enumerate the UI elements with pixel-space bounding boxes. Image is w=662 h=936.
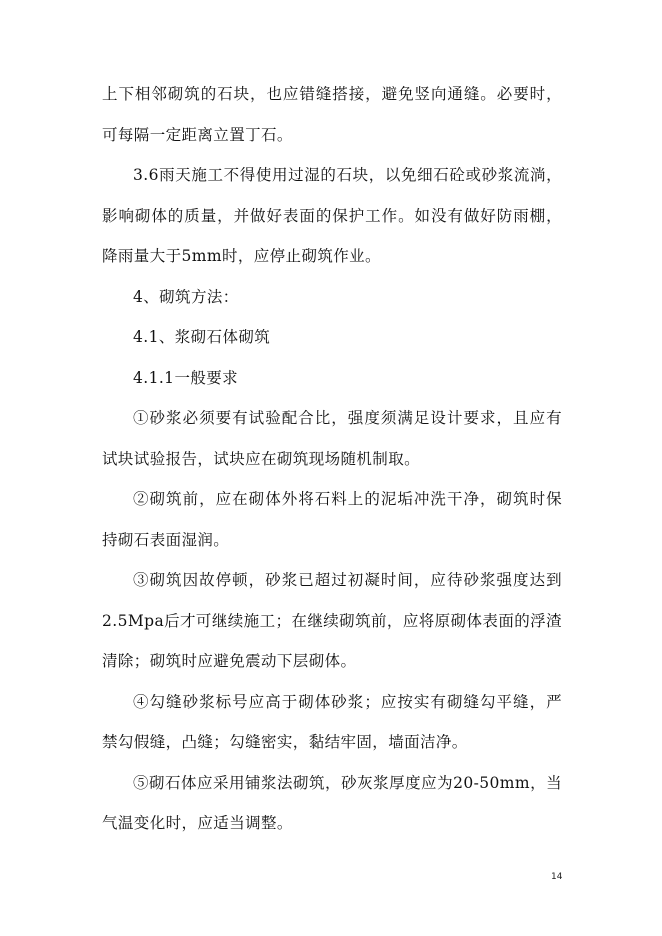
heading-4-1-1: 4.1.1一般要求 — [133, 368, 239, 387]
item-1: ①砂浆必须要有试验配合比，强度须满足设计要求，且应有试块试验报告，试块应在砌筑现场随机制取。 — [102, 409, 562, 468]
item-2: ②砌筑前，应在砌体外将石料上的泥垢冲洗干净，砌筑时保持砌石表面湿润。 — [102, 490, 562, 549]
paragraph-3-6: 3.6雨天施工不得使用过湿的石块，以免细石砼或砂浆流淌，影响砌体的质量，并做好表面的保护工作。如没有做好防雨棚，降雨量大于5mm时，应停止砌筑作业。 — [102, 166, 562, 265]
item-3: ③砌筑因故停顿，砂浆已超过初凝时间，应待砂浆强度达到2.5Mpa后才可继续施工；在继续砌筑前，应将原砌体表面的浮渣清除；砌筑时应避免震动下层砌体。 — [102, 571, 562, 670]
item-5: ⑤砌石体应采用铺浆法砌筑，砂灰浆厚度应为20-50mm，当气温变化时，应适当调整。 — [102, 773, 562, 832]
body-text — [102, 74, 562, 844]
heading-4: 4、砌筑方法： — [133, 287, 239, 306]
item-4: ④勾缝砂浆标号应高于砌体砂浆；应按实有砌缝勾平缝，严禁勾假缝，凸缝；勾缝密实，黏结牢固，墙面洁净。 — [102, 692, 562, 751]
paragraph-continuation: 上下相邻砌筑的石块，也应错缝搭接，避免竖向通缝。必要时，可每隔一定距离立置丁石。 — [102, 85, 562, 144]
page-number: 14 — [551, 872, 563, 882]
heading-4-1: 4.1、浆砌石体砌筑 — [133, 328, 271, 346]
